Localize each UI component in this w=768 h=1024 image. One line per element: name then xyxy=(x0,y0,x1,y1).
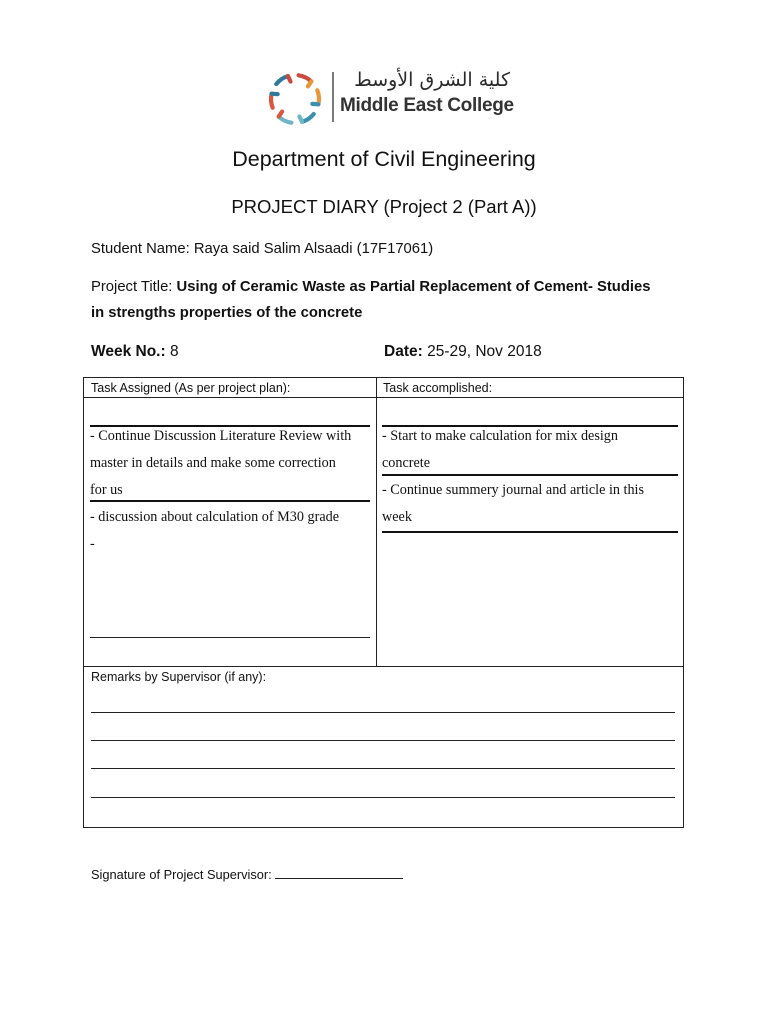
week-value: 8 xyxy=(169,343,179,360)
student-name-row xyxy=(91,238,433,260)
date-label: Date: xyxy=(384,343,423,360)
assigned-rule-bottom xyxy=(90,637,370,638)
project-title-continuation xyxy=(91,302,362,324)
signature-row xyxy=(91,865,403,884)
assigned-line: - xyxy=(90,536,95,552)
date-row xyxy=(384,341,542,363)
logo-english-name: Middle East College xyxy=(340,95,514,116)
accomplished-line: - Continue summery journal and article in this xyxy=(382,482,645,498)
project-title-line-1: Using of Ceramic Waste as Partial Replacement of Cement- Studies xyxy=(176,279,651,295)
student-name-label: Student Name: xyxy=(91,241,190,257)
assigned-line: - discussion about calculation of M30 grade xyxy=(90,509,340,525)
week-row xyxy=(91,341,179,363)
remarks-line xyxy=(91,768,675,769)
column-divider xyxy=(376,378,377,666)
task-accomplished-header: Task accomplished: xyxy=(383,381,493,395)
project-title-line-2: in strengths properties of the concrete xyxy=(91,305,363,321)
assigned-line: master in details and make some correction xyxy=(90,455,336,471)
task-assigned-text xyxy=(90,423,370,558)
header-divider xyxy=(84,397,683,398)
week-label: Week No.: xyxy=(91,343,166,360)
signature-label: Signature of Project Supervisor: xyxy=(91,867,272,882)
task-accomplished-text xyxy=(382,423,678,531)
remarks-line xyxy=(91,740,675,741)
remarks-line xyxy=(91,797,675,798)
assigned-line: for us xyxy=(90,482,123,498)
project-title-row xyxy=(91,276,650,298)
accomplished-line: week xyxy=(382,509,412,525)
remarks-divider xyxy=(84,666,683,667)
accomplished-line: concrete xyxy=(382,455,431,471)
diary-table xyxy=(83,377,684,828)
accomplished-rule-bottom xyxy=(382,531,678,533)
college-emblem-icon xyxy=(262,66,328,132)
logo-arabic-name: كلية الشرق الأوسط xyxy=(354,69,510,91)
remarks-line xyxy=(91,712,675,713)
student-name-value: Raya said Salim Alsaadi (17F17061) xyxy=(193,241,434,257)
remarks-label: Remarks by Supervisor (if any): xyxy=(91,670,267,684)
logo-divider xyxy=(332,72,334,122)
date-value: 25-29, Nov 2018 xyxy=(427,343,542,360)
diary-title: PROJECT DIARY (Project 2 (Part A)) xyxy=(231,196,537,217)
task-assigned-header: Task Assigned (As per project plan): xyxy=(91,381,291,395)
college-logo xyxy=(262,66,512,132)
signature-line xyxy=(275,865,403,879)
department-title: Department of Civil Engineering xyxy=(232,147,536,171)
assigned-line: - Continue Discussion Literature Review with xyxy=(90,428,352,444)
project-title-label: Project Title: xyxy=(91,279,173,295)
accomplished-line: - Start to make calculation for mix design xyxy=(382,428,618,444)
